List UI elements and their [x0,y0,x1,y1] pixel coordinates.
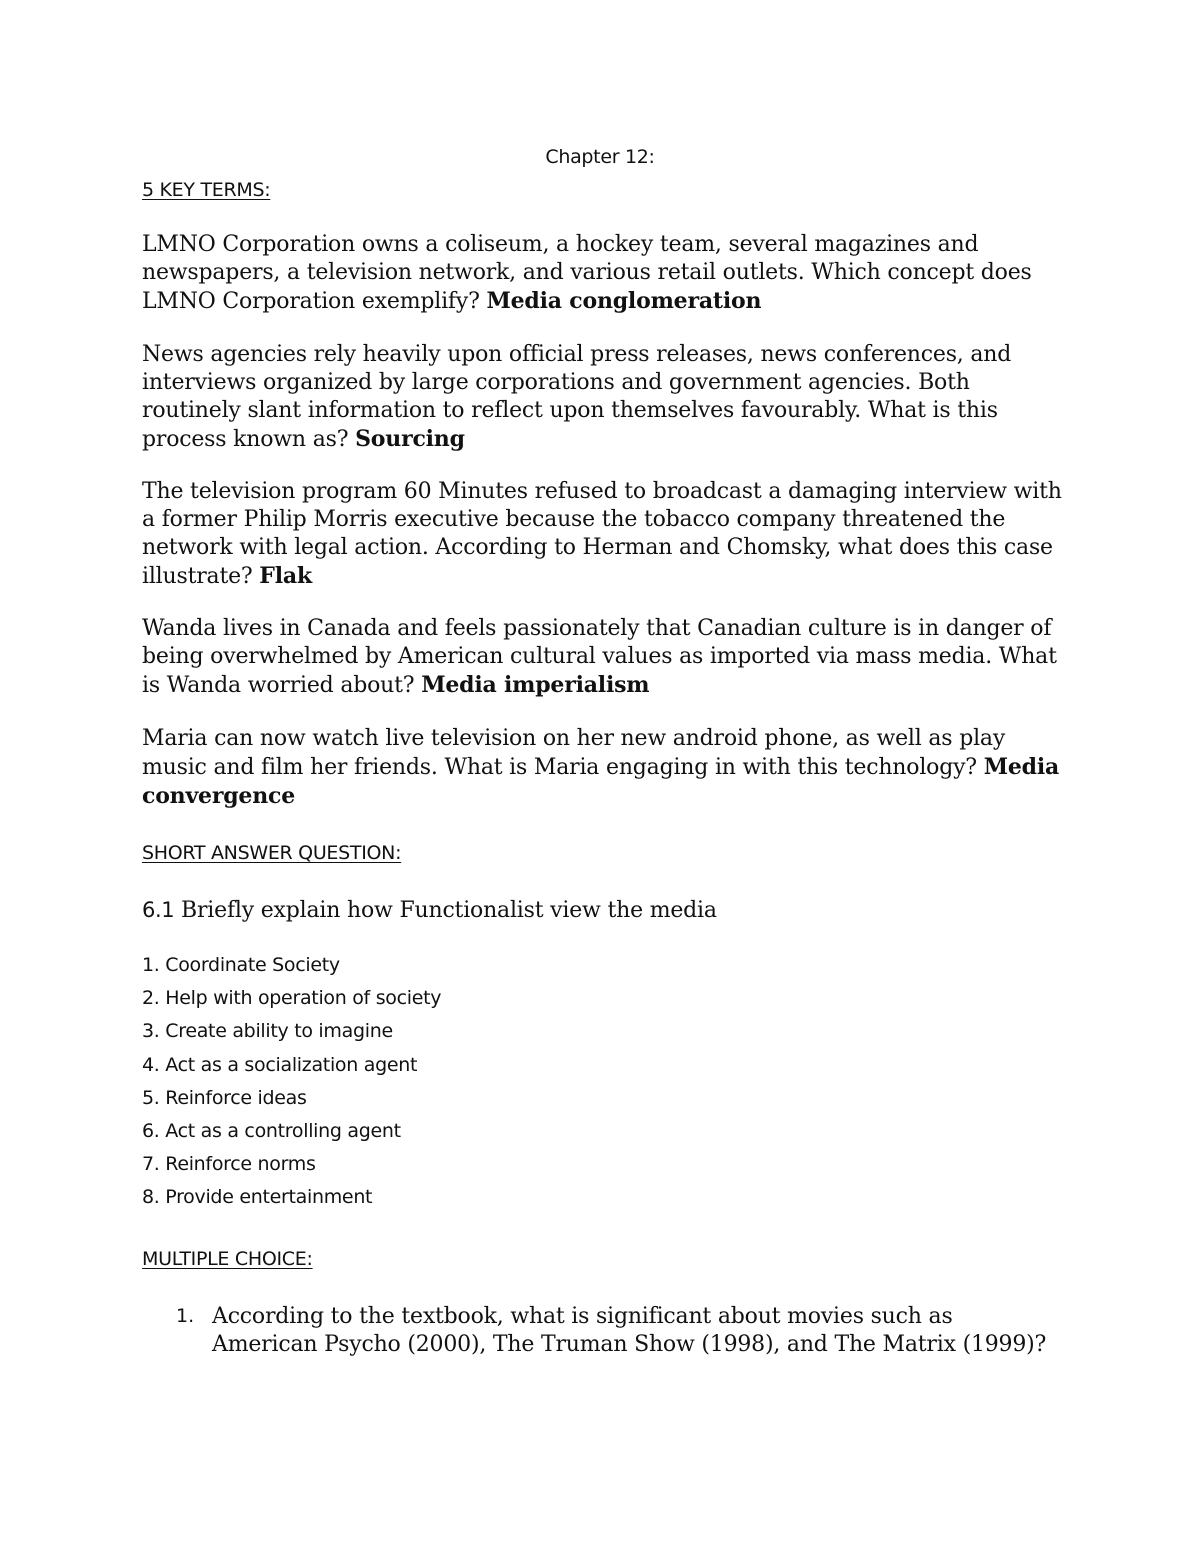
list-item: 8. Provide entertainment [142,1186,373,1209]
list-item: 4. Act as a socialization agent [142,1053,418,1076]
list-item: 5. Reinforce ideas [142,1086,307,1109]
key-term-answer: Sourcing [355,426,465,452]
page-title: Chapter 12: [545,146,655,168]
key-term-question: The television program 60 Minutes refused to broadcast a damaging interview with a former Philip Morris executive because the tobacco company threatened the network with legal action. According to Herman and Chomsky, what does this case illustrate? [142,479,1062,589]
list-item: 7. Reinforce norms [142,1153,316,1176]
key-term-question: LMNO Corporation owns a coliseum, a hockey team, several magazines and newspapers, a television network, and various retail outlets. Which concept does LMNO Corporation exemplify? [142,232,1032,314]
key-terms-heading: 5 KEY TERMS: [142,179,271,201]
key-term-item [142,341,1072,454]
key-term-item [142,231,1072,316]
key-term-answer: Media convergence [142,754,1060,809]
list-item: 2. Help with operation of society [142,987,442,1010]
key-term-item [142,725,1072,811]
key-term-item [142,615,1072,700]
short-answer-heading: SHORT ANSWER QUESTION: [142,842,402,864]
key-term-answer: Flak [259,563,312,589]
key-term-question: Maria can now watch live television on her new android phone, as well as play music and film her friends. What is Maria engaging in with this technology? [142,726,1006,780]
list-item: 1. Coordinate Society [142,954,340,976]
question-number: 6.1 [142,898,175,922]
list-item: 3. Create ability to imagine [142,1020,393,1043]
key-term-item [142,478,1072,591]
list-item: 6. Act as a controlling agent [142,1119,401,1142]
functionalist-points-list [142,953,441,1219]
multiple-choice-heading: MULTIPLE CHOICE: [142,1248,313,1270]
question-text: Briefly explain how Functionalist view the media [181,898,717,923]
key-term-question: Wanda lives in Canada and feels passionately that Canadian culture is in danger of being overwhelmed by American cultural values as imported via mass media. What is Wanda worried about? [142,616,1057,698]
key-term-question: News agencies rely heavily upon official press releases, news conferences, and interviews organized by large corporations and government agencies. Both routinely slant information to reflect upon themselves favourably. What is this process known as? [142,342,1012,452]
short-answer-question [142,896,1072,925]
key-term-answer: Media imperialism [421,672,650,698]
key-term-answer: Media conglomeration [486,288,762,314]
question-text: According to the textbook, what is significant about movies such as American Psycho (2000), The Truman Show (1998), and The Matrix (1999)? [212,1304,1047,1357]
question-number: 1. [176,1305,195,1327]
